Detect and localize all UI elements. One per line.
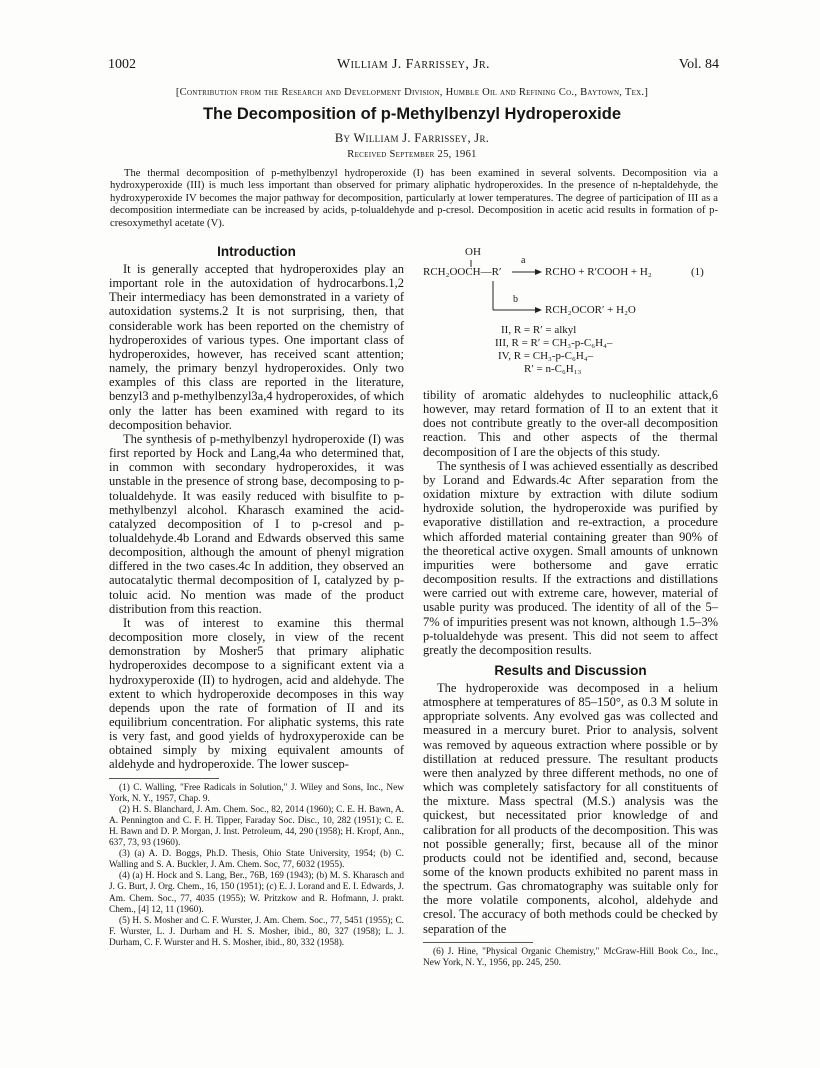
paragraph: The synthesis of I was achieved essentially as described by Lorand and Edwards.4c After separation from the oxidation mixture by extraction with dilute sodium hydroxide solution, the hydroperoxide was purified by evaporative distillation and re-extraction, a procedure which afforded material containing greater than 90% of the theoretical active oxygen. Small amounts of unknown impurities were bothersome and gave erratic decomposition results. If the extractions and distillations were carried out with extreme care, however, material of usable purity was produced. The identity of all of the 5–7% of impurities present was not known, although 1.5–3% p-tolualdehyde was present. This did not seem to affect greatly the decomposition results. <box>423 458 718 657</box>
received-date: Received September 25, 1961 <box>347 149 477 160</box>
footnote: (1) C. Walling, "Free Radicals in Solution," J. Wiley and Sons, Inc., New York, N. Y., 1957, Chap. 9. <box>109 782 404 804</box>
right-column <box>423 244 718 969</box>
contribution-line: [Contribution from the Research and Development Division, Humble Oil and Refining Co., Baytown, Tex.] <box>175 87 649 98</box>
scheme-products-a: RCHO + R′COOH + H₂ <box>545 266 652 278</box>
running-header <box>108 57 719 77</box>
footnote: (6) J. Hine, "Physical Organic Chemistry," McGraw-Hill Book Co., Inc., New York, N. Y., 1956, pp. 245, 250. <box>423 946 718 968</box>
equation-number: (1) <box>691 266 704 278</box>
footnote: (5) H. S. Mosher and C. F. Wurster, J. Am. Chem. Soc., 77, 5451 (1955); C. F. Wurster, L. J. Durham and H. S. Mosher, ibid., 80, 327 (1958); L. J. Durham, C. F. Wurster and H. S. Mosher, ibid., 80, 332 (1958). <box>109 915 404 948</box>
section-heading-introduction: Introduction <box>217 244 296 259</box>
footnote: (3) (a) A. D. Boggs, Ph.D. Thesis, Ohio State University, 1954; (b) C. Walling and S. A. Buckler, J. Am. Chem. Soc, 77, 6032 (1955). <box>109 849 404 871</box>
paragraph: tibility of aromatic aldehydes to nucleophilic attack,6 however, may retard formation of II to an extent that it does not contribute greatly to the over-all decomposition reaction. This and other aspects of the thermal decomposition of I are the objects of this study. <box>423 388 718 459</box>
left-column <box>109 244 404 949</box>
running-author: William J. Farrissey, Jr. <box>337 57 490 72</box>
scheme-label-b: b <box>513 294 518 305</box>
scheme-products-b: RCH₂OCOR′ + H₂O <box>545 304 636 316</box>
scheme-definition: R′ = n-C₆H₁₃ <box>524 363 582 375</box>
footnote-rule <box>109 778 219 779</box>
footnotes <box>109 783 404 949</box>
section-heading-results: Results and Discussion <box>494 662 647 678</box>
page-number: 1002 <box>108 57 136 72</box>
scheme-reactant: RCH₂OOCH—R′ <box>423 266 502 278</box>
article-title: The Decomposition of p-Methylbenzyl Hydroperoxide <box>202 105 622 123</box>
volume-number: Vol. 84 <box>678 57 719 72</box>
reaction-scheme <box>423 244 718 388</box>
scheme-oh: OH <box>465 246 481 258</box>
scheme-definition: III, R = R′ = CH₃-p-C₆H₄– <box>495 337 613 349</box>
footnote: (2) H. S. Blanchard, J. Am. Chem. Soc., 82, 2014 (1960); C. E. H. Bawn, A. A. Pennington and C. F. H. Tipper, Faraday Soc. Disc., 10, 282 (1951); C. E. H. Bawn and D. P. Morgan, J. Inst. Petroleum, 44, 290 (1958); H. Kropf, Ann., 637, 73, 93 (1960). <box>109 804 404 849</box>
footnote-rule <box>423 942 533 943</box>
footnote: (4) (a) H. Hock and S. Lang, Ber., 76B, 169 (1943); (b) M. S. Kharasch and J. G. Burt, J. Org. Chem., 16, 150 (1951); (c) E. J. Lorand and E. I. Edwards, J. Am. Chem. Soc., 77, 4035 (1955); W. Pritzkow and R. Hofmann, J. prakt. Chem., [4] 12, 11 (1960). <box>109 871 404 915</box>
paragraph: It is generally accepted that hydroperoxides play an important role in the autoxidation of hydrocarbons.1,2 Their intermediacy has been demonstrated in a variety of autoxidation systems.2 It is not surprising, then, that considerable work has been reported on the chemistry of hydroperoxides of various types. One important class of hydroperoxides, however, has received scant attention; namely, the primary benzyl hydroperoxides. Only two examples of this class are reported in the literature, benzyl3 and p-methylbenzyl3a,4 hydroperoxides, of which only the latter has been examined with regard to its decomposition behavior. <box>109 262 404 432</box>
paragraph: It was of interest to examine this thermal decomposition more closely, in view of the recent demonstration by Mosher5 that primary aliphatic hydroperoxides decompose to a significant extent via a hydroxyperoxide (II) to hydrogen, acid and aldehyde. The extent to which hydroperoxide decomposes in this way depends upon the rate of formation of II and its equilibrium concentration. For aliphatic systems, this rate is very fast, and good yields of hydroxyperoxide can be obtained simply by mixing equivalent amounts of aldehyde and hydroperoxide. The lower suscep- <box>109 615 404 772</box>
scheme-definition: IV, R = CH₃-p-C₆H₄– <box>498 350 594 362</box>
byline: By William J. Farrissey, Jr. <box>334 131 490 145</box>
abstract: The thermal decomposition of p-methylbenzyl hydroperoxide (I) has been examined in several solvents. Decomposition via a hydroxyperoxide (III) is much less important than observed for primary aliphatic hydroperoxides. In the presence of n-heptaldehyde, the hydroxyperoxide IV becomes the major pathway for decomposition, particularly at lower temperatures. The degree of participation of III as a decomposition intermediate can be increased by acids, p-tolualdehyde and p-cresol. Decomposition in acetic acid results in formation of p-cresoxymethyl acetate (V). <box>110 168 718 229</box>
footnotes <box>423 947 718 969</box>
scheme-arrows <box>423 244 718 388</box>
paragraph: The hydroperoxide was decomposed in a helium atmosphere at temperatures of 85–150°, as 0.3 M solute in appropriate solvents. Any evolved gas was collected and measured in a mercury buret. Prior to analysis, solvent was removed by aqueous extraction where possible or by distillation at reduced pressure. The resultant products were then analyzed by three different methods, no one of which was completely satisfactory for all constituents of the mixture. Mass spectral (M.S.) analysis was the quickest, but necessitated prior knowledge of and calibration for all products of the decomposition. This was not possible generally; first, because all of the minor products could not be identified and, second, because some of the known products exhibited no parent mass in the spectrum. Gas chromatography was suitable only for the more volatile components, alcohol, aldehyde and cresol. The accuracy of both methods could be checked by separation of the <box>423 680 718 936</box>
scheme-definition: II, R = R′ = alkyl <box>501 324 577 336</box>
scheme-label-a: a <box>521 255 526 266</box>
paragraph: The synthesis of p-methylbenzyl hydroperoxide (I) was first reported by Hock and Lang,4a who determined that, in common with secondary hydroperoxides, it was unstable in the presence of strong base, decomposing to p-tolualdehyde. It was easily reduced with bisulfite to p-methylbenzyl alcohol. Kharasch examined the acid-catalyzed decomposition of I to p-cresol and p-tolualdehyde.4b Lorand and Edwards observed this same decomposition, although the amount of phenyl migration differed in the two cases.4c In addition, they observed an autocatalytic thermal decomposition of I, catalyzed by p-toluic acid. No mention was made of the product distribution from this reaction. <box>109 431 404 616</box>
